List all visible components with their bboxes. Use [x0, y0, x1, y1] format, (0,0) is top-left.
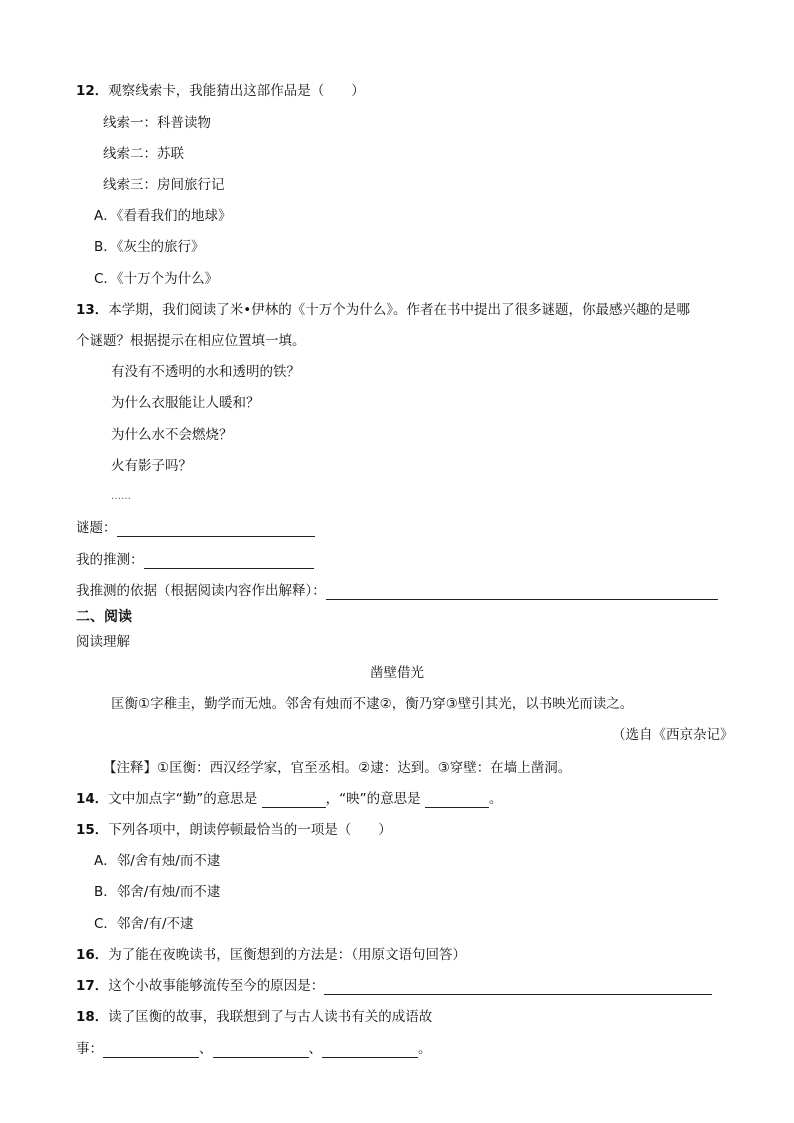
q13-example-2: 为什么衣服能让人暖和？ — [111, 395, 260, 411]
separator: 、 — [308, 1041, 322, 1057]
q14-text-b: ，“映”的意思是 — [325, 791, 421, 807]
q15-option-a[interactable]: A．邻/舍有烛/而不逮 — [94, 853, 221, 869]
q12-clue-3: 线索三：房间旅行记 — [103, 177, 225, 193]
period: 。 — [418, 1041, 432, 1057]
q15-option-b[interactable]: B．邻舍/有烛/而不逮 — [94, 884, 221, 900]
question-stem: 观察线索卡，我能猜出这部作品是（ ） — [108, 83, 365, 99]
q14-text-c: 。 — [488, 791, 503, 807]
q12-option-a[interactable]: A．《看看我们的地球》 — [94, 208, 232, 224]
q14-answer-ying[interactable] — [425, 793, 489, 808]
q14-line — [76, 790, 502, 808]
q15-option-c[interactable]: C．邻舍/有/不逮 — [94, 916, 194, 932]
passage-title: 凿壁借光 — [370, 665, 424, 681]
passage-text: 匡衡①字稚圭，勤学而无烛。邻舍有烛而不逮②，衡乃穿③壁引其光，以书映光而读之。 — [111, 696, 634, 712]
q15-line — [76, 821, 392, 839]
q13-example-4: 火有影子吗？ — [111, 458, 192, 474]
q14-text-a: 文中加点字“勤”的意思是 — [108, 791, 258, 807]
q17-line — [76, 977, 712, 995]
question-stem: 读了匡衡的故事，我联想到了与古人读书有关的成语故 — [108, 1009, 433, 1025]
q13-ellipsis: …… — [111, 491, 131, 502]
question-stem: 这个小故事能够流传至今的原因是： — [108, 978, 325, 994]
riddle-label: 谜题： — [76, 520, 117, 536]
q14-answer-qin[interactable] — [262, 793, 326, 808]
separator: 、 — [199, 1041, 213, 1057]
guess-label: 我的推测： — [76, 552, 144, 568]
question-stem: 为了能在夜晚读书，匡衡想到的方法是：（用原文语句回答） — [108, 947, 467, 963]
question-number: 15． — [76, 822, 109, 838]
q13-example-1: 有没有不透明的水和透明的铁？ — [111, 364, 300, 380]
question-stem: 本学期，我们阅读了米•伊林的《十万个为什么》。作者在书中提出了很多谜题，你最感兴趣的是哪 — [108, 302, 691, 318]
q12-clue-1: 线索一：科普读物 — [103, 115, 211, 131]
idiom-answer-1[interactable] — [103, 1043, 199, 1058]
question-stem: 下列各项中，朗读停顿最恰当的一项是（ ） — [108, 822, 392, 838]
q12-option-c[interactable]: C．《十万个为什么》 — [94, 271, 219, 287]
q16-line — [76, 946, 466, 964]
question-number: 16． — [76, 947, 109, 963]
basis-answer-line[interactable] — [326, 585, 718, 600]
question-number: 12． — [76, 83, 109, 99]
passage-note: 【注释】①匡衡：西汉经学家，官至丞相。②逮：达到。③穿壁：在墙上凿洞。 — [103, 760, 572, 776]
guess-answer-line[interactable] — [144, 554, 314, 569]
section-subheading: 阅读理解 — [76, 634, 130, 650]
riddle-answer-line[interactable] — [117, 522, 315, 537]
section-heading: 二、阅读 — [76, 609, 132, 625]
passage-source: （选自《西京杂记》 — [612, 727, 734, 743]
q13-guess-row — [76, 551, 314, 569]
q13-line-1 — [76, 301, 690, 319]
question-number: 18． — [76, 1009, 109, 1025]
q13-riddle-row — [76, 519, 315, 537]
q13-line-2: 个谜题？根据提示在相应位置填一填。 — [76, 333, 306, 349]
q18-line-2 — [76, 1040, 432, 1058]
q12-clue-2: 线索二：苏联 — [103, 146, 184, 162]
q13-basis-row — [76, 582, 718, 600]
basis-label: 我推测的依据（根据阅读内容作出解释）： — [76, 583, 326, 599]
question-number: 17． — [76, 978, 109, 994]
q18-line-1 — [76, 1008, 432, 1026]
q18-line-prefix: 事： — [76, 1041, 103, 1057]
idiom-answer-2[interactable] — [213, 1043, 309, 1058]
q12-line — [76, 82, 365, 100]
idiom-answer-3[interactable] — [322, 1043, 418, 1058]
q12-option-b[interactable]: B．《灰尘的旅行》 — [94, 239, 205, 255]
question-number: 14． — [76, 791, 109, 807]
q13-example-3: 为什么水不会燃烧？ — [111, 427, 233, 443]
q17-answer-line[interactable] — [324, 980, 712, 995]
question-number: 13． — [76, 302, 109, 318]
